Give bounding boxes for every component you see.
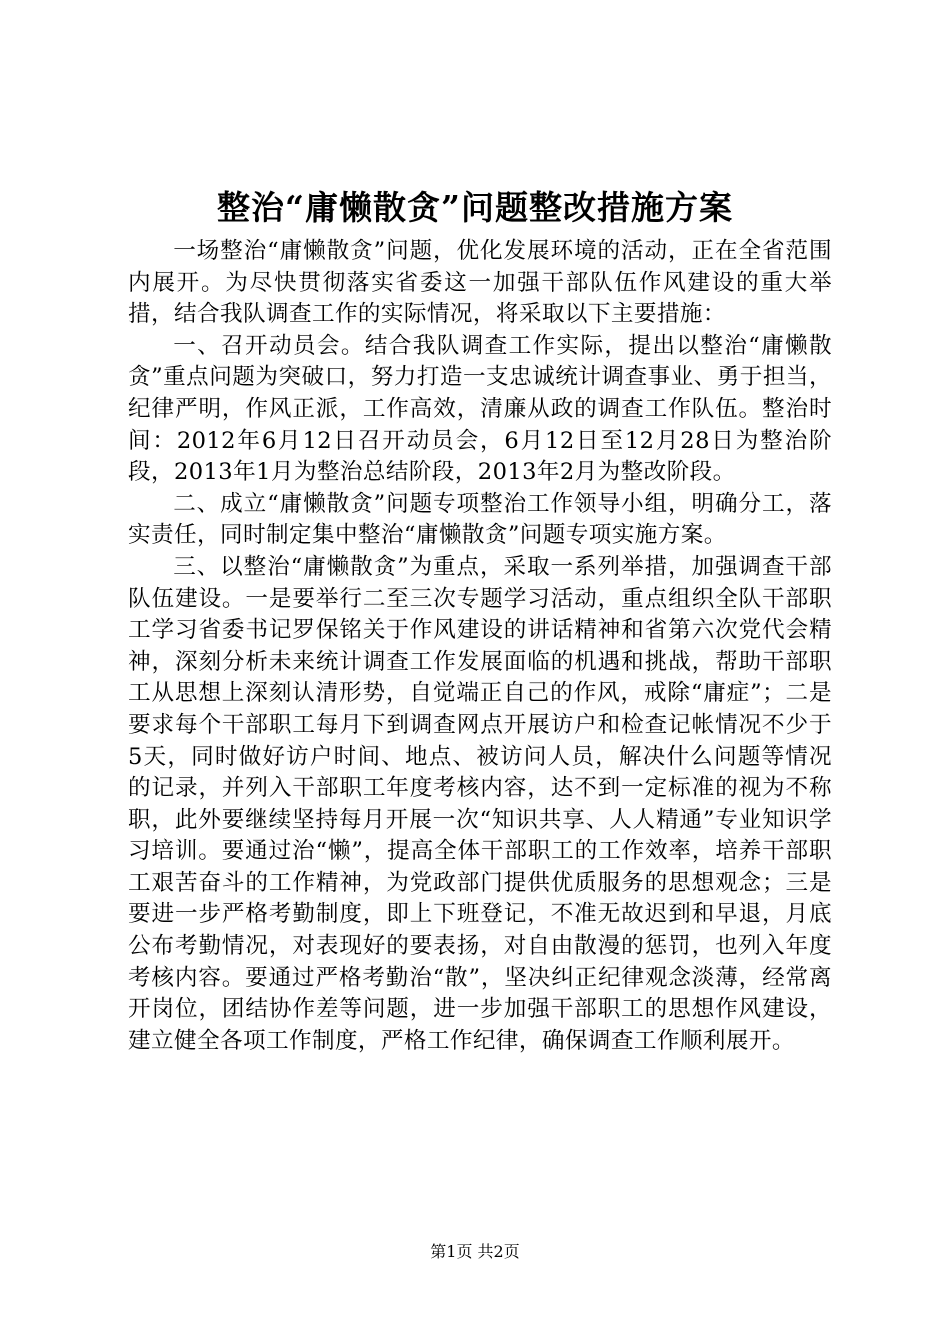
- paragraph-measure-2: 二、成立“庸懒散贪”问题专项整治工作领导小组，明确分工，落实责任，同时制定集中整治“庸懒散贪”问题专项实施方案。: [128, 490, 832, 549]
- paragraph-measure-1: 一、召开动员会。结合我队调查工作实际，提出以整治“庸懒散贪”重点问题为突破口，努力打造一支忠诚统计调查事业、勇于担当，纪律严明，作风正派，工作高效，清廉从政的调查工作队伍。整治时间：2012年6月12日召开动员会，6月12日至12月28日为整治阶段，2013年1月为整治总结阶段，2013年2月为整改阶段。: [128, 332, 832, 486]
- page-footer: 第1页 共2页: [430, 1242, 520, 1261]
- document-title: 整治“庸懒散贪”问题整改措施方案: [217, 188, 733, 227]
- paragraph-measure-3: 三、以整治“庸懒散贪”为重点，采取一系列举措，加强调查干部队伍建设。一是要举行二至三次专题学习活动，重点组织全队干部职工学习省委书记罗保铭关于作风建设的讲话精神和省第六次党代会精神，深刻分析未来统计调查工作发展面临的机遇和挑战，帮助干部职工从思想上深刻认清形势，自觉端正自己的作风，戒除“庸症”；二是要求每个干部职工每月下到调查网点开展访户和检查记帐情况不少于5天，同时做好访户时间、地点、被访问人员，解决什么问题等情况的记录，并列入干部职工年度考核内容，达不到一定标准的视为不称职，此外要继续坚持每月开展一次“知识共享、人人精通”专业知识学习培训。要通过治“懒”，提高全体干部职工的工作效率，培养干部职工艰苦奋斗的工作精神，为党政部门提供优质服务的思想观念；三是要进一步严格考勤制度，即上下班登记，不准无故迟到和早退，月底公布考勤情况，对表现好的要表扬，对自由散漫的惩罚，也列入年度考核内容。要通过严格考勤治“散”，坚决纠正纪律观念淡薄，经常离开岗位，团结协作差等问题，进一步加强干部职工的思想作风建设，建立健全各项工作制度，严格工作纪律，确保调查工作顺利展开。: [128, 553, 832, 1054]
- document-body: [128, 236, 832, 1057]
- paragraph-intro: 一场整治“庸懒散贪”问题，优化发展环境的活动，正在全省范围内展开。为尽快贯彻落实省委这一加强干部队伍作风建设的重大举措，结合我队调查工作的实际情况，将采取以下主要措施：: [128, 238, 832, 328]
